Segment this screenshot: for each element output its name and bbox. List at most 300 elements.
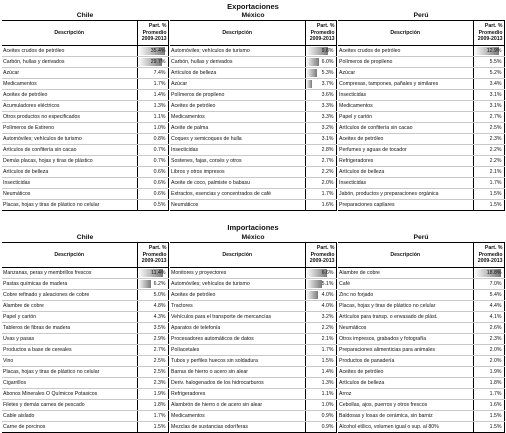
share-cell — [137, 279, 168, 290]
share-value: 3.4% — [489, 81, 502, 87]
products-table — [170, 20, 337, 211]
share-value: 2.1% — [489, 169, 502, 175]
share-cell — [137, 312, 168, 323]
product-description: Insecticidas — [338, 178, 473, 189]
product-description: Vino — [2, 356, 137, 367]
product-description: Barras de hierro o acero sin alear — [170, 367, 305, 378]
table-row — [338, 422, 504, 433]
share-cell — [473, 312, 504, 323]
share-value: 5.3% — [321, 70, 334, 76]
column-header-share-line: Promedio — [310, 251, 335, 258]
product-description: Medicamentos — [170, 112, 305, 123]
product-description: Aceites de petróleo — [2, 90, 137, 101]
product-description: Carbón, hullas y derivados — [170, 57, 305, 68]
table-row — [170, 189, 336, 200]
product-description: Acumuladores eléctricos — [2, 101, 137, 112]
product-description: Tableros de fibras de madera — [2, 323, 137, 334]
table-row — [2, 301, 168, 312]
export-section-title: Exportaciones — [227, 2, 279, 11]
share-value: 1.9% — [153, 391, 166, 397]
share-cell — [305, 378, 336, 389]
share-cell — [305, 334, 336, 345]
table-row — [2, 68, 168, 79]
table-row — [2, 378, 168, 389]
share-cell — [473, 400, 504, 411]
product-description: Tubos y perfiles huecos sin soldadura — [170, 356, 305, 367]
share-value: 0.8% — [153, 136, 166, 142]
table-row — [2, 178, 168, 189]
share-value: 1.5% — [153, 424, 166, 430]
share-cell — [305, 145, 336, 156]
share-cell — [305, 389, 336, 400]
product-description: Refrigeradores — [170, 389, 305, 400]
share-cell — [137, 57, 168, 68]
product-description: Placas, hojas y tiras de plástico no celular — [2, 200, 137, 211]
column-header-description: Descripción — [338, 243, 473, 268]
product-description: Preparaciones capilares — [338, 200, 473, 211]
share-cell — [473, 178, 504, 189]
column-header-share-line: Promedio — [478, 251, 503, 258]
country-title: Perú — [413, 12, 429, 19]
share-value: 11.4% — [151, 270, 166, 276]
share-value: 1.4% — [153, 92, 166, 98]
share-cell — [305, 422, 336, 433]
import-panel-2 — [338, 233, 504, 433]
share-cell — [305, 156, 336, 167]
share-value: 2.0% — [489, 358, 502, 364]
share-cell — [137, 46, 168, 57]
product-description: Cigarrillos — [2, 378, 137, 389]
table-row — [170, 389, 336, 400]
share-cell — [305, 189, 336, 200]
product-description: Artículos para transp. o envasado de plást. — [338, 312, 473, 323]
share-cell — [305, 134, 336, 145]
share-value: 1.7% — [153, 81, 166, 87]
share-cell — [305, 400, 336, 411]
share-value: 2.7% — [489, 114, 502, 120]
share-cell — [137, 189, 168, 200]
share-cell — [305, 167, 336, 178]
share-value: 1.0% — [321, 402, 334, 408]
share-value: 1.5% — [489, 202, 502, 208]
product-description: Sostenes, fajas, corsés y otros — [170, 156, 305, 167]
country-title: México — [241, 234, 265, 241]
product-description: Neumáticos — [2, 189, 137, 200]
table-row — [338, 90, 504, 101]
table-row — [338, 323, 504, 334]
column-header-share-line: 2009-2013 — [477, 258, 503, 265]
share-value: 1.7% — [153, 413, 166, 419]
product-description: Preparaciones alimenticias para animales — [338, 345, 473, 356]
table-row — [170, 312, 336, 323]
product-description: Otros productos no especificados — [2, 112, 137, 123]
share-cell — [137, 389, 168, 400]
share-value: 1.4% — [321, 369, 334, 375]
product-description: Baldosas y losas de cerámica, sin barniz — [338, 411, 473, 422]
share-cell — [473, 134, 504, 145]
share-cell — [473, 46, 504, 57]
share-cell — [305, 356, 336, 367]
column-header-share-line: 2009-2013 — [309, 36, 335, 43]
table-row — [2, 367, 168, 378]
share-value: 2.0% — [489, 347, 502, 353]
column-header-share — [305, 243, 336, 268]
table-row — [2, 400, 168, 411]
table-row — [338, 345, 504, 356]
table-row — [170, 200, 336, 211]
share-value: 2.8% — [321, 147, 334, 153]
import-section-title: Importaciones — [227, 223, 279, 232]
share-cell — [305, 112, 336, 123]
import-panel-0 — [2, 233, 168, 433]
products-table — [2, 20, 169, 211]
share-cell — [305, 200, 336, 211]
product-description: Carne de porcinos — [2, 422, 137, 433]
product-description: Refrigeradores — [338, 156, 473, 167]
share-cell — [305, 46, 336, 57]
product-description: Azúcar — [170, 79, 305, 90]
table-row — [338, 156, 504, 167]
share-cell — [305, 268, 336, 279]
column-header-share-line: Part. % — [148, 244, 167, 251]
table-row — [338, 145, 504, 156]
share-value: 7.4% — [153, 70, 166, 76]
share-cell — [305, 367, 336, 378]
share-cell — [137, 156, 168, 167]
product-description: Cable aislado — [2, 411, 137, 422]
table-row — [170, 279, 336, 290]
share-value: 1.5% — [489, 191, 502, 197]
export-panel-0 — [2, 11, 168, 211]
product-description: Procesadores automáticos de datos — [170, 334, 305, 345]
products-table — [338, 242, 505, 433]
column-header-description: Descripción — [338, 21, 473, 46]
share-cell — [305, 411, 336, 422]
share-cell — [305, 79, 336, 90]
column-header-share-line: Part. % — [316, 22, 335, 29]
table-row — [338, 334, 504, 345]
share-value: 5.1% — [321, 281, 334, 287]
table-row — [170, 178, 336, 189]
share-cell — [473, 389, 504, 400]
table-row — [170, 79, 336, 90]
share-cell — [137, 200, 168, 211]
product-description: Productos a base de cereales — [2, 345, 137, 356]
share-value: 0.6% — [153, 191, 166, 197]
product-description: Azúcar — [338, 68, 473, 79]
product-description: Alambrón de hierro o de acero sin alear — [170, 400, 305, 411]
table-row — [170, 68, 336, 79]
share-value: 1.5% — [321, 358, 334, 364]
product-description: Perfumes y aguas de tocador — [338, 145, 473, 156]
product-description: Insecticidas — [338, 90, 473, 101]
share-cell — [137, 378, 168, 389]
share-value: 1.3% — [321, 380, 334, 386]
table-row — [2, 167, 168, 178]
product-description: Monitores y proyectores — [170, 268, 305, 279]
column-header-share-line: Part. % — [484, 244, 503, 251]
share-cell — [473, 301, 504, 312]
table-row — [2, 268, 168, 279]
share-value: 7.0% — [489, 281, 502, 287]
product-description: Aceites crudos de petróleo — [338, 46, 473, 57]
product-description: Tractores — [170, 301, 305, 312]
product-description: Automóviles; vehículos de turismo — [2, 134, 137, 145]
product-description: Uvas y pasas — [2, 334, 137, 345]
table-row — [2, 334, 168, 345]
table-row — [170, 400, 336, 411]
share-cell — [137, 411, 168, 422]
share-cell — [473, 57, 504, 68]
product-description: Demás placas, hojas y tiras de plástico — [2, 156, 137, 167]
product-description: Automóviles; vehículos de turismo — [170, 46, 305, 57]
share-value: 3.3% — [321, 103, 334, 109]
share-value: 2.9% — [153, 336, 166, 342]
table-row — [2, 323, 168, 334]
table-row — [170, 90, 336, 101]
table-row — [338, 167, 504, 178]
table-row — [2, 101, 168, 112]
column-header-share-line: 2009-2013 — [309, 258, 335, 265]
table-row — [2, 123, 168, 134]
share-cell — [305, 90, 336, 101]
share-cell — [137, 345, 168, 356]
share-value: 1.6% — [321, 202, 334, 208]
product-description: Carbón, hullas y derivados — [2, 57, 137, 68]
table-row — [338, 200, 504, 211]
table-row — [2, 312, 168, 323]
export-panel-1 — [170, 11, 336, 211]
column-header-share-line: Promedio — [310, 29, 335, 36]
product-description: Polímeros de propileno — [338, 57, 473, 68]
share-cell — [473, 101, 504, 112]
share-value: 0.9% — [321, 424, 334, 430]
share-cell — [137, 268, 168, 279]
table-row — [2, 79, 168, 90]
product-description: Automóviles; vehículos de turismo — [170, 279, 305, 290]
product-description: Mezclas de sustancias odoríferas — [170, 422, 305, 433]
table-row — [2, 46, 168, 57]
share-cell — [137, 101, 168, 112]
product-description: Productos de panadería — [338, 356, 473, 367]
share-value: 3.2% — [321, 314, 334, 320]
product-description: Artículos de belleza — [2, 167, 137, 178]
share-value: 3.1% — [489, 92, 502, 98]
share-value: 1.9% — [489, 369, 502, 375]
share-cell — [473, 290, 504, 301]
product-description: Alambre de cobre — [338, 268, 473, 279]
table-row — [170, 301, 336, 312]
share-value: 5.2% — [489, 70, 502, 76]
table-row — [338, 123, 504, 134]
product-description: Filetes y demás carnes de pescado — [2, 400, 137, 411]
share-cell — [473, 356, 504, 367]
product-description: Insecticidas — [170, 145, 305, 156]
product-description: Insecticidas — [2, 178, 137, 189]
share-value: 2.5% — [153, 358, 166, 364]
column-header-description: Descripción — [170, 21, 305, 46]
column-header-share — [305, 21, 336, 46]
share-value: 3.5% — [153, 325, 166, 331]
product-description: Alcohol etílico, volumen igual o sup. al 80% — [338, 422, 473, 433]
share-value: 2.2% — [489, 158, 502, 164]
share-bar — [138, 280, 152, 288]
table-row — [2, 200, 168, 211]
product-description: Aceites de petróleo — [338, 367, 473, 378]
table-row — [2, 90, 168, 101]
column-header-description: Descripción — [170, 243, 305, 268]
share-value: 4.0% — [321, 292, 334, 298]
share-value: 2.3% — [489, 336, 502, 342]
share-value: 6.2% — [153, 281, 166, 287]
share-value: 9.8% — [321, 48, 334, 54]
table-row — [338, 367, 504, 378]
share-value: 3.7% — [321, 81, 334, 87]
product-description: Aceites crudos de petróleo — [2, 46, 137, 57]
table-row — [170, 57, 336, 68]
product-description: Placas, hojas y tiras de plástico no celular — [338, 301, 473, 312]
product-description: Aceite de palma — [170, 123, 305, 134]
share-cell — [305, 57, 336, 68]
share-value: 2.7% — [321, 158, 334, 164]
product-description: Artículos de confitería sin cacao — [338, 123, 473, 134]
product-description: Otros impresos, grabados y fotografía — [338, 334, 473, 345]
product-description: Aceites de petróleo — [170, 290, 305, 301]
product-description: Abonos Minerales O Químicos Potasicos — [2, 389, 137, 400]
table-row — [338, 411, 504, 422]
share-cell — [305, 123, 336, 134]
share-cell — [305, 301, 336, 312]
share-cell — [473, 68, 504, 79]
table-row — [170, 268, 336, 279]
share-value: 4.0% — [321, 303, 334, 309]
share-cell — [473, 145, 504, 156]
product-description: Compresas, tampones, pañales y similares — [338, 79, 473, 90]
table-row — [338, 279, 504, 290]
table-row — [338, 268, 504, 279]
product-description: Pastas químicas de madera — [2, 279, 137, 290]
table-row — [338, 378, 504, 389]
share-bar — [306, 280, 323, 288]
share-bar — [306, 80, 313, 88]
share-value: 3.1% — [489, 103, 502, 109]
table-row — [170, 123, 336, 134]
share-cell — [305, 68, 336, 79]
table-row — [170, 378, 336, 389]
column-header-share-line: Part. % — [316, 244, 335, 251]
share-cell — [137, 290, 168, 301]
share-value: 1.6% — [489, 402, 502, 408]
share-value: 0.6% — [153, 180, 166, 186]
share-cell — [137, 145, 168, 156]
table-row — [2, 189, 168, 200]
table-row — [170, 345, 336, 356]
product-description: Neumáticos — [170, 200, 305, 211]
share-cell — [473, 79, 504, 90]
product-description: Aceites de petróleo — [170, 101, 305, 112]
share-cell — [137, 79, 168, 90]
product-description: Neumáticos — [338, 323, 473, 334]
column-header-share — [137, 21, 168, 46]
table-row — [2, 290, 168, 301]
share-value: 2.2% — [321, 325, 334, 331]
country-title: Chile — [76, 12, 94, 19]
product-description: Polímeros de propileno — [170, 90, 305, 101]
share-value: 12.9% — [486, 48, 502, 54]
share-cell — [473, 268, 504, 279]
share-value: 4.1% — [489, 314, 502, 320]
share-cell — [137, 422, 168, 433]
share-bar — [306, 69, 317, 77]
table-row — [338, 312, 504, 323]
table-row — [170, 167, 336, 178]
export-panel-2 — [338, 11, 504, 211]
share-value: 2.7% — [153, 347, 166, 353]
products-table — [2, 242, 169, 433]
table-row — [338, 301, 504, 312]
table-row — [338, 57, 504, 68]
table-row — [338, 189, 504, 200]
share-cell — [137, 400, 168, 411]
share-value: 1.7% — [489, 391, 502, 397]
share-value: 0.5% — [153, 202, 166, 208]
table-row — [170, 356, 336, 367]
product-description: Políacetales — [170, 345, 305, 356]
share-cell — [137, 323, 168, 334]
products-table — [338, 20, 505, 211]
table-row — [338, 79, 504, 90]
share-cell — [137, 301, 168, 312]
table-row — [2, 345, 168, 356]
share-value: 2.2% — [489, 147, 502, 153]
table-row — [338, 46, 504, 57]
share-value: 0.9% — [321, 413, 334, 419]
table-row — [170, 112, 336, 123]
share-cell — [305, 101, 336, 112]
product-description: Deriv. halogenados de los hidrocarburos — [170, 378, 305, 389]
table-row — [2, 356, 168, 367]
share-value: 5.4% — [489, 292, 502, 298]
share-value: 1.8% — [153, 402, 166, 408]
product-description: Papel y cartón — [2, 312, 137, 323]
column-header-share — [473, 243, 504, 268]
table-row — [338, 400, 504, 411]
share-cell — [137, 68, 168, 79]
table-row — [2, 411, 168, 422]
share-cell — [137, 167, 168, 178]
column-header-share — [137, 243, 168, 268]
product-description: Cebollas, ajos, puerros y otros frescos — [338, 400, 473, 411]
share-value: 4.3% — [153, 314, 166, 320]
table-row — [338, 290, 504, 301]
table-row — [2, 156, 168, 167]
share-value: 2.2% — [321, 169, 334, 175]
table-row — [338, 68, 504, 79]
share-value: 2.6% — [489, 325, 502, 331]
share-value: 3.6% — [321, 92, 334, 98]
country-title: Chile — [76, 234, 94, 241]
product-description: Cobre refinado y aleaciones de cobre — [2, 290, 137, 301]
share-cell — [305, 345, 336, 356]
share-value: 0.7% — [153, 147, 166, 153]
share-value: 4.8% — [153, 303, 166, 309]
share-cell — [137, 134, 168, 145]
product-description: Medicamentos — [338, 101, 473, 112]
share-cell — [473, 334, 504, 345]
product-description: Alambre de cobre — [2, 301, 137, 312]
share-cell — [137, 123, 168, 134]
share-value: 2.3% — [489, 136, 502, 142]
